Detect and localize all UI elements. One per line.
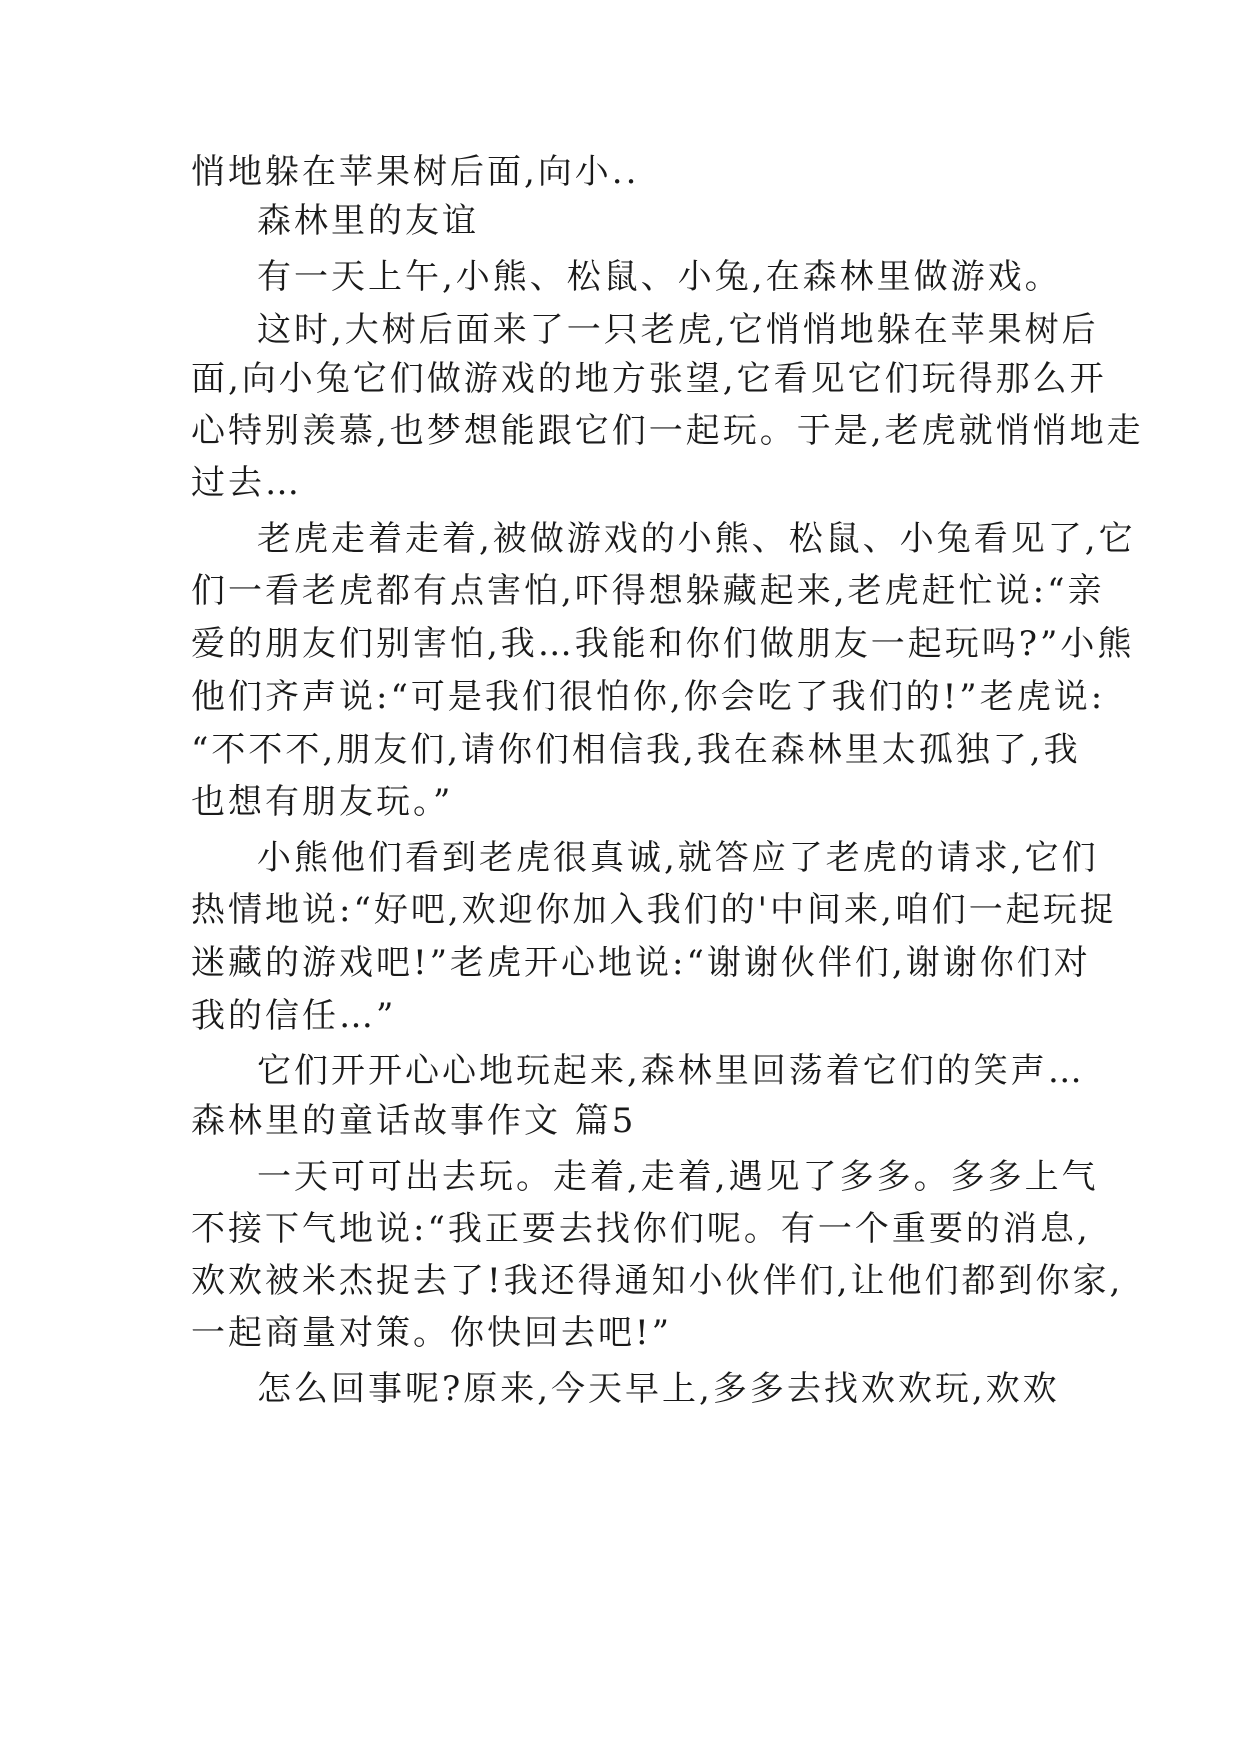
section-heading: 森林里的友谊 [257, 201, 479, 241]
text-line: 有一天上午,小熊、松鼠、小兔,在森林里做游戏。 [257, 257, 1062, 297]
text-line: 不接下气地说:“我正要去找你们呢。有一个重要的消息, [191, 1209, 1091, 1249]
text-line: 爱的朋友们别害怕,我…我能和你们做朋友一起玩吗?”小熊 [191, 624, 1135, 664]
text-line: 们一看老虎都有点害怕,吓得想躲藏起来,老虎赶忙说:“亲 [191, 571, 1105, 611]
text-line: 也想有朋友玩。” [191, 782, 454, 822]
text-line: 他们齐声说:“可是我们很怕你,你会吃了我们的!”老虎说: [191, 677, 1106, 717]
text-line: 欢欢被米杰捉去了!我还得通知小伙伴们,让他们都到你家, [191, 1261, 1124, 1301]
text-line: 面,向小兔它们做游戏的地方张望,它看见它们玩得那么开 [191, 359, 1107, 399]
section-heading: 森林里的童话故事作文 篇5 [191, 1101, 637, 1141]
text-line: 一天可可出去玩。走着,走着,遇见了多多。多多上气 [257, 1157, 1099, 1197]
text-line: 它们开开心心地玩起来,森林里回荡着它们的笑声… [257, 1051, 1085, 1091]
text-line: 迷藏的游戏吧!”老虎开心地说:“谢谢伙伴们,谢谢你们对 [191, 943, 1091, 983]
text-line: 一起商量对策。你快回去吧!” [191, 1313, 673, 1353]
text-line: 悄地躲在苹果树后面,向小.. [191, 152, 640, 192]
text-line: 心特别羡慕,也梦想能跟它们一起玩。于是,老虎就悄悄地走 [191, 411, 1144, 451]
text-line: 过去… [191, 463, 302, 503]
text-line: 我的信任…” [191, 996, 397, 1036]
text-line: 这时,大树后面来了一只老虎,它悄悄地躲在苹果树后 [257, 310, 1099, 350]
text-line: “不不不,朋友们,请你们相信我,我在森林里太孤独了,我 [191, 730, 1081, 770]
text-line: 老虎走着走着,被做游戏的小熊、松鼠、小兔看见了,它 [257, 519, 1136, 559]
text-line: 热情地说:“好吧,欢迎你加入我们的'中间来,咱们一起玩捉 [191, 890, 1117, 930]
text-line: 怎么回事呢?原来,今天早上,多多去找欢欢玩,欢欢 [257, 1369, 1060, 1409]
text-line: 小熊他们看到老虎很真诚,就答应了老虎的请求,它们 [257, 838, 1099, 878]
